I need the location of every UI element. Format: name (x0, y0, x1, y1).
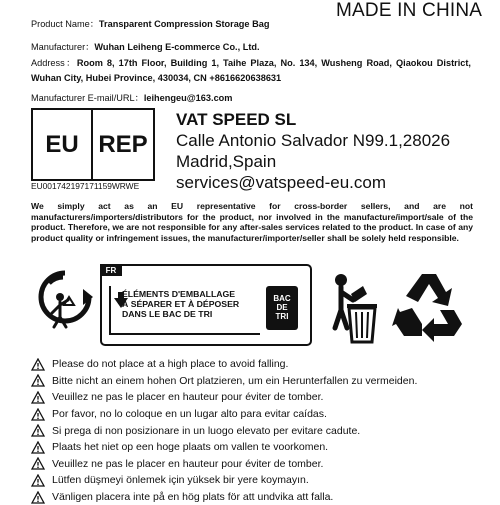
recycle-icon (392, 268, 466, 342)
warning-text: Bitte nicht an einem hohen Ort platzieren, um ein Herunterfallen zu vermeiden. (52, 374, 418, 387)
manufacturer-label: Manufacturer： (31, 42, 95, 52)
warning-triangle-icon (31, 424, 45, 437)
product-name-line (31, 16, 269, 30)
warning-item (31, 356, 491, 373)
warning-list (31, 356, 491, 505)
eu-rep-box (31, 108, 155, 181)
fr-line-2: À SÉPARER ET À DÉPOSER (122, 299, 240, 309)
warning-triangle-icon (31, 391, 45, 404)
bac-line-1: BAC (273, 294, 291, 303)
product-name-label: Product Name： (31, 19, 99, 29)
made-in-label: MADE IN CHINA (336, 0, 483, 21)
warning-triangle-icon (31, 474, 45, 487)
warning-triangle-icon (31, 491, 45, 504)
warning-text: Veuillez ne pas le placer en hauteur pour éviter de tomber. (52, 391, 324, 404)
warning-triangle-icon (31, 358, 45, 371)
address-value: Room 8, 17th Floor, Building 1, Taihe Plaza, No. 134, Wusheng Road, Qiaokou District, Wuhan City, Hubei Province, 430034, CN +8616620638631 (31, 58, 471, 83)
fr-sorting-instructions (122, 289, 268, 319)
eu-rep-code: EU001742197171159WRWE (31, 181, 140, 191)
address-label: Address： (31, 58, 77, 68)
bac-line-3: TRI (275, 312, 289, 321)
address-line (31, 56, 471, 86)
tidyman-icon (323, 272, 381, 344)
warning-item (31, 422, 491, 439)
rep-label: REP (98, 130, 148, 158)
warning-text: Por favor, no lo coloque en un lugar alto para evitar caídas. (52, 408, 327, 421)
eu-rep-disclaimer: We simply act as an EU representative for cross-border sellers, and are not manufacturers/importers/distributors for the product, nor involved in the manufacture/import/sale of the product. Therefore, we are not responsible for any after-sales services related to the product. In case of any product quality or infringement issues, the manufacturer/importer/seller shall be solely held responsible. (31, 201, 473, 243)
manufacturer-line (31, 39, 260, 53)
warning-item (31, 472, 491, 489)
warning-text: Veuillez ne pas le placer en hauteur pour éviter de tomber. (52, 457, 324, 470)
warning-triangle-icon (31, 457, 45, 470)
eu-rep-address-1: Calle Antonio Salvador N99.1,28026 (176, 131, 451, 150)
warning-triangle-icon (31, 408, 45, 421)
manufacturer-email-line (31, 90, 232, 104)
email-value: leihengeu@163.com (143, 93, 233, 103)
eu-label: EU (45, 130, 79, 158)
warning-item (31, 406, 491, 423)
warning-item (31, 489, 491, 505)
product-name-value: Transparent Compression Storage Bag (98, 19, 270, 29)
warning-item (31, 373, 491, 390)
warning-triangle-icon (31, 374, 45, 387)
warning-item (31, 456, 491, 473)
warning-item (31, 439, 491, 456)
warning-item (31, 389, 491, 406)
warning-text: Plaats het niet op een hoge plaats om vallen te voorkomen. (52, 441, 329, 454)
eu-rep-company: VAT SPEED SL (176, 110, 297, 129)
warning-text: Please do not place at a high place to avoid falling. (52, 358, 289, 371)
email-label: Manufacturer E-mail/URL： (31, 93, 144, 103)
bac-line-2: DE (276, 303, 288, 312)
eu-rep-contact (176, 109, 450, 193)
fr-line-3: DANS LE BAC DE TRI (122, 309, 213, 319)
bac-de-tri-bin-icon (266, 286, 298, 330)
warning-text: Lütfen düşmeyi önlemek için yüksek bir yere koymayın. (52, 474, 309, 487)
warning-triangle-icon (31, 441, 45, 454)
eu-rep-address-2: Madrid,Spain (176, 152, 277, 171)
triman-icon (36, 267, 94, 339)
eu-rep-email: services@vatspeed-eu.com (176, 173, 387, 192)
warning-text: Vänligen placera inte på en hög plats för att undvika att falla. (52, 491, 334, 504)
fr-tag: FR (100, 264, 122, 276)
fr-line-1: ÉLÉMENTS D'EMBALLAGE (122, 289, 236, 299)
manufacturer-value: Wuhan Leiheng E-commerce Co., Ltd. (94, 42, 260, 52)
warning-text: Si prega di non posizionare in un luogo elevato per evitare cadute. (52, 424, 361, 437)
